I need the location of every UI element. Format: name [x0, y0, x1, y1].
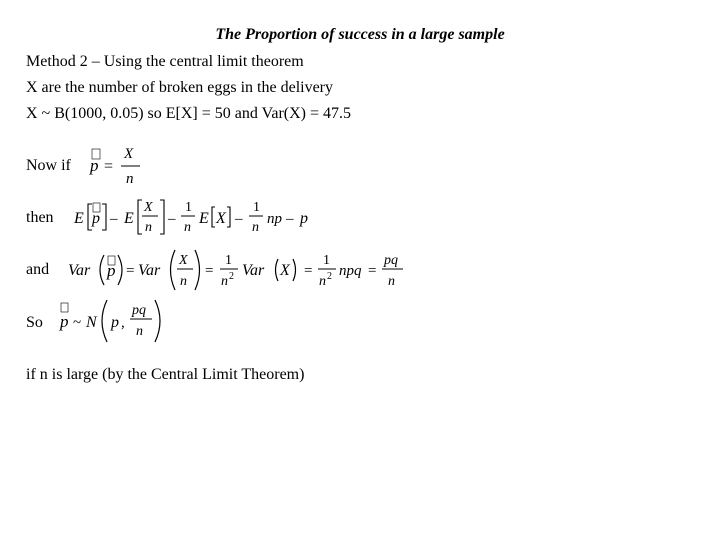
eq-equals5: = [368, 263, 377, 279]
paren-left [276, 259, 279, 281]
eq-n8: n [388, 274, 395, 289]
eq-denominator-n: n [126, 171, 134, 187]
bracket-right [102, 204, 106, 230]
eq-npq: npq [339, 263, 362, 279]
equation-variance [66, 245, 416, 295]
label-now-if: Now if [26, 157, 71, 174]
eq-one3: 1 [225, 253, 232, 268]
eq-var2: Var [138, 262, 161, 279]
eq-var1: Var [68, 262, 91, 279]
hat-placeholder-icon [61, 303, 68, 312]
slide-title: The Proportion of success in a large sample [215, 26, 505, 43]
equation-p-definition [86, 140, 156, 190]
paren-right [293, 259, 296, 281]
eq-e3: E [199, 210, 209, 227]
eq-n7: n [319, 274, 326, 289]
eq-x2: X [144, 200, 153, 215]
label-and: and [26, 261, 50, 278]
paren-left [100, 255, 104, 285]
eq-x3: X [216, 210, 226, 227]
eq-comma: , [121, 315, 125, 331]
bracket-right [227, 207, 230, 227]
eq-p: p [90, 156, 99, 175]
eq-p2: p [92, 210, 100, 227]
eq-sq1: 2 [229, 271, 234, 282]
equation-expectation [72, 194, 322, 240]
bracket-left [212, 207, 215, 227]
eq-pq1: pq [384, 253, 398, 268]
eq-n4: n [252, 220, 259, 235]
eq-equals: = [104, 158, 114, 175]
paren-left [171, 250, 176, 290]
eq-one1: 1 [185, 200, 192, 215]
eq-p4: p [107, 261, 116, 280]
eq-p5: p [60, 312, 69, 331]
eq-equals4: = [304, 263, 313, 279]
label-so: So [26, 314, 43, 331]
paren-right [155, 300, 160, 342]
text-line-distribution: X ~ B(1000, 0.05) so E[X] = 50 and Var(X) = 47.5 [26, 105, 352, 122]
eq-one2: 1 [253, 200, 260, 215]
bracket-right [160, 200, 164, 234]
text-line-definition: X are the number of broken eggs in the delivery [26, 79, 334, 96]
eq-equals2: = [126, 263, 135, 279]
paren-right [118, 255, 122, 285]
eq-e1: E [74, 210, 84, 227]
eq-sq2: 2 [327, 271, 332, 282]
eq-p6: p [111, 314, 119, 331]
eq-x5: X [280, 262, 290, 279]
eq-minus4: – [286, 211, 294, 227]
eq-p3: p [300, 210, 308, 227]
label-then: then [26, 209, 54, 226]
eq-minus3: – [235, 211, 243, 227]
bracket-left [138, 200, 142, 234]
eq-e2: E [124, 210, 134, 227]
eq-tilde: ~ [73, 315, 82, 331]
eq-x4: X [179, 253, 188, 268]
text-line-clt: if n is large (by the Central Limit Theorem) [26, 366, 305, 383]
paren-left [102, 300, 107, 342]
eq-n6: n [221, 274, 228, 289]
eq-np: np [267, 211, 282, 227]
text-line-method: Method 2 – Using the central limit theorem [26, 53, 304, 70]
eq-n5: n [180, 274, 187, 289]
equation-normal-approx [56, 297, 186, 345]
eq-minus1: – [110, 211, 118, 227]
eq-n9: n [136, 324, 143, 339]
eq-n2: n [145, 220, 152, 235]
paren-right [195, 250, 200, 290]
eq-pq2: pq [132, 303, 146, 318]
eq-minus2: – [168, 211, 176, 227]
eq-one4: 1 [323, 253, 330, 268]
eq-numerator-x: X [124, 146, 134, 162]
eq-var3: Var [242, 262, 265, 279]
eq-equals3: = [205, 263, 214, 279]
eq-normal-n: N [86, 314, 97, 331]
eq-n3: n [184, 220, 191, 235]
